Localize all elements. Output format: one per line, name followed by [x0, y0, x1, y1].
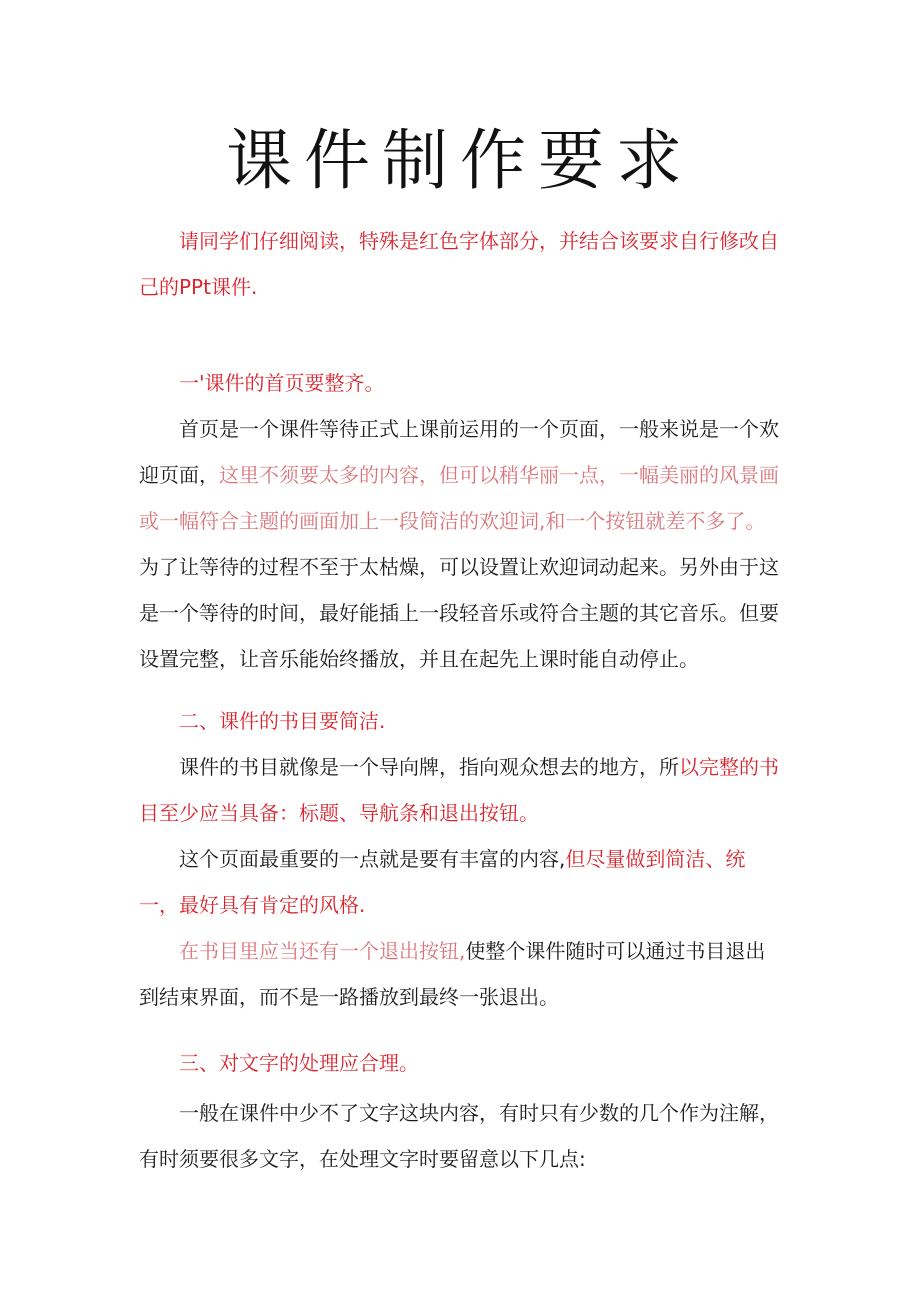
section-2-p3-text-b: 使整个课件随时可以通过书目退出到结束界面，而不是一路播放到最终一张退出。 [139, 939, 766, 1009]
section-2-paragraph-3 [139, 928, 783, 1020]
section-1-text-b: 这里不须要太多的内容，但可以稍华丽一点，一幅美丽的风景画或一幅符合主题的画面加上一段简洁的欢迎词,和一个按钮就差不多了。 [139, 463, 779, 533]
section-2-p3-text-a: 在书目里应当还有一个退出按钮, [179, 939, 466, 963]
section-2 [139, 698, 783, 1020]
section-1-text-a: 首页是一个课件等待正式上课前运用的一个页面，一般来说是一个欢迎页面， [139, 417, 779, 487]
section-2-p1-text-a: 课件的书目就像是一个导向牌，指向观众想去的地方，所 [179, 755, 679, 779]
section-1-text-c: 为了让等待的过程不至于太枯燥，可以设置让欢迎词动起来。另外由于这是一个等待的时间，最好能插上一段轻音乐或符合主题的其它音乐。但要设置完整，让音乐能始终播放，并且在起先上课时能自动停止。 [139, 555, 779, 671]
section-1-paragraph [139, 406, 783, 682]
section-2-p2-text-b: 但尽量做到简洁、统一，最好具有肯定的风格. [139, 847, 746, 917]
section-2-paragraph-2 [139, 836, 783, 928]
section-3-paragraph: 一般在课件中少不了文字这块内容，有时只有少数的几个作为注解，有时须要很多文字，在处理文字时要留意以下几点: [139, 1101, 779, 1171]
section-3-heading: 三、对文字的处理应合理。 [179, 1051, 419, 1075]
section-2-paragraph-1 [139, 744, 783, 836]
section-1-heading: 一'课件的首页要整齐。 [179, 371, 385, 395]
intro-paragraph: 请同学们仔细阅读，特殊是红色字体部分，并结合该要求自行修改自己的PPt课件. [139, 229, 779, 299]
section-2-p2-text-a: 这个页面最重要的一点就是要有丰富的内容, [179, 847, 566, 871]
page-title: 课件制作要求 [226, 122, 694, 199]
section-2-heading: 二、课件的书目要简洁. [179, 709, 386, 733]
document-body [139, 218, 783, 310]
section-3 [139, 1040, 783, 1182]
section-2-p1-text-b: 以完整的书目至少应当具备：标题、导航条和退出按钮。 [139, 755, 779, 825]
section-1 [139, 360, 783, 682]
